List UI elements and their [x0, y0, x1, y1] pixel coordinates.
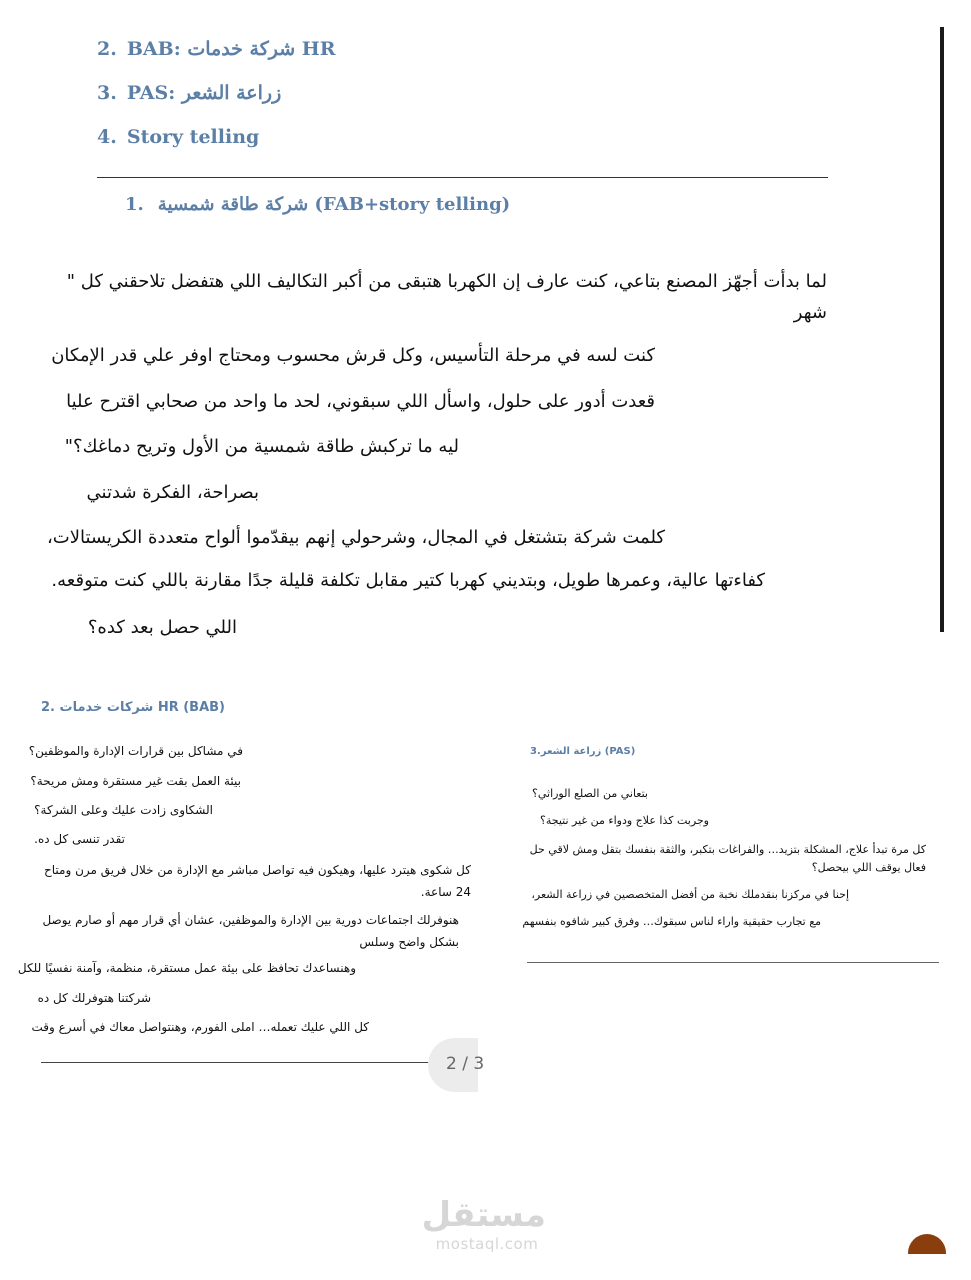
toc-number: 2. — [97, 38, 117, 60]
story-clip — [0, 0, 971, 638]
section-number: 1. — [125, 194, 144, 215]
story-line: كنت لسه في مرحلة التأسيس، وكل قرش محسوب ومحتاج اوفر علي قدر الإمكان — [51, 345, 655, 366]
page-number: 2 / 3 — [446, 1054, 485, 1074]
bab-line: تقدر تنسى كل ده. — [34, 832, 125, 846]
pas-line: بتعاني من الصلع الوراثي؟ — [532, 787, 648, 800]
bab-line: كل اللي عليك تعمله… املى الفورم، وهنتواصل معاك في أسرع وقت — [31, 1020, 369, 1034]
divider — [41, 1062, 429, 1063]
story-line: اللي حصل بعد كده؟ — [87, 617, 237, 638]
bab-line: شركتنا هتوفرلك كل ده — [37, 991, 151, 1005]
bab-line: هنوفرلك اجتماعات دورية بين الإدارة والموظفين، عشان أي قرار مهم أو صارم يوصل بشكل واضح وسلس — [42, 913, 459, 949]
pas-title: 3.زراعة الشعر (PAS) — [530, 746, 636, 757]
pas-line: إحنا في مركزنا بنقدملك نخبة من أفضل المتخصصين في زراعة الشعر، — [531, 888, 849, 901]
bab-line: كل شكوى هيترد عليها، وهيكون فيه تواصل مباشر مع الإدارة من خلال فريق مرن ومتاح 24 ساعة. — [44, 863, 471, 899]
pas-line: وجربت كذا علاج ودواء من غير نتيجة؟ — [539, 814, 709, 827]
section-title: شركة طاقة شمسية (FAB+story telling) — [157, 194, 511, 215]
watermark-logo — [421, 1195, 546, 1253]
story-line: شهر — [793, 302, 827, 323]
toc-number: 3. — [97, 82, 117, 104]
corner-decoration — [908, 1234, 946, 1254]
watermark-arabic: مستقل — [421, 1195, 546, 1235]
bab-line: الشكاوى زادت عليك وعلى الشركة؟ — [34, 803, 213, 817]
watermark-latin: mostaql.com — [435, 1235, 539, 1253]
story-block — [46, 0, 827, 638]
story-line: بصراحة، الفكرة شدتني — [86, 482, 259, 503]
toc-number: 4. — [97, 126, 117, 148]
page-indicator[interactable] — [428, 1038, 485, 1092]
bab-line: في مشاكل بين قرارات الإدارة والموظفين؟ — [28, 744, 243, 758]
divider — [527, 962, 939, 963]
story-line: كفاءتها عالية، وعمرها طويل، وبتديني كهربا كتير مقابل تكلفة قليلة جدًا مقارنة باللي كنت متوقعه. — [51, 570, 765, 591]
story-line: لما بدأت أجهّز المصنع بتاعي، كنت عارف إن الكهربا هتبقى من أكبر التكاليف اللي هتفضل تلاحقني كل " — [66, 271, 827, 292]
toc-text: PAS: زراعة الشعر — [126, 82, 282, 104]
story-line: قعدت أدور على حلول، واسأل اللي سبقوني، لحد ما واحد من صحابي اقترح عليا — [66, 391, 655, 412]
toc-text: BAB: شركة خدمات HR — [126, 38, 336, 60]
bab-title: 2. شركات خدمات HR (BAB) — [41, 700, 225, 715]
bab-line: بيئة العمل بقت غير مستقرة ومش مريحة؟ — [30, 774, 241, 788]
story-line: كلمت شركة بتشتغل في المجال، وشرحولي إنهم بيقدّموا ألواح متعددة الكريستالات، — [46, 527, 665, 548]
toc-text: Story telling — [126, 126, 260, 148]
story-line: ليه ما تركبش طاقة شمسية من الأول وتريح دماغك؟" — [64, 436, 459, 457]
pas-line: مع تجارب حقيقية واراء لناس سبقوك… وفرق كبير شافوه بنفسهم — [522, 915, 821, 928]
pas-line: كل مرة تبدأ علاج، المشكلة بتزيد… والفراغات بتكبر، والثقة بنفسك بتقل ومش لاقي حل فعال يوقف اللي بيحصل؟ — [529, 843, 926, 874]
bab-line: وهنساعدك تحافظ على بيئة عمل مستقرة، منظمة، وآمنة نفسيًا للكل — [17, 961, 356, 975]
